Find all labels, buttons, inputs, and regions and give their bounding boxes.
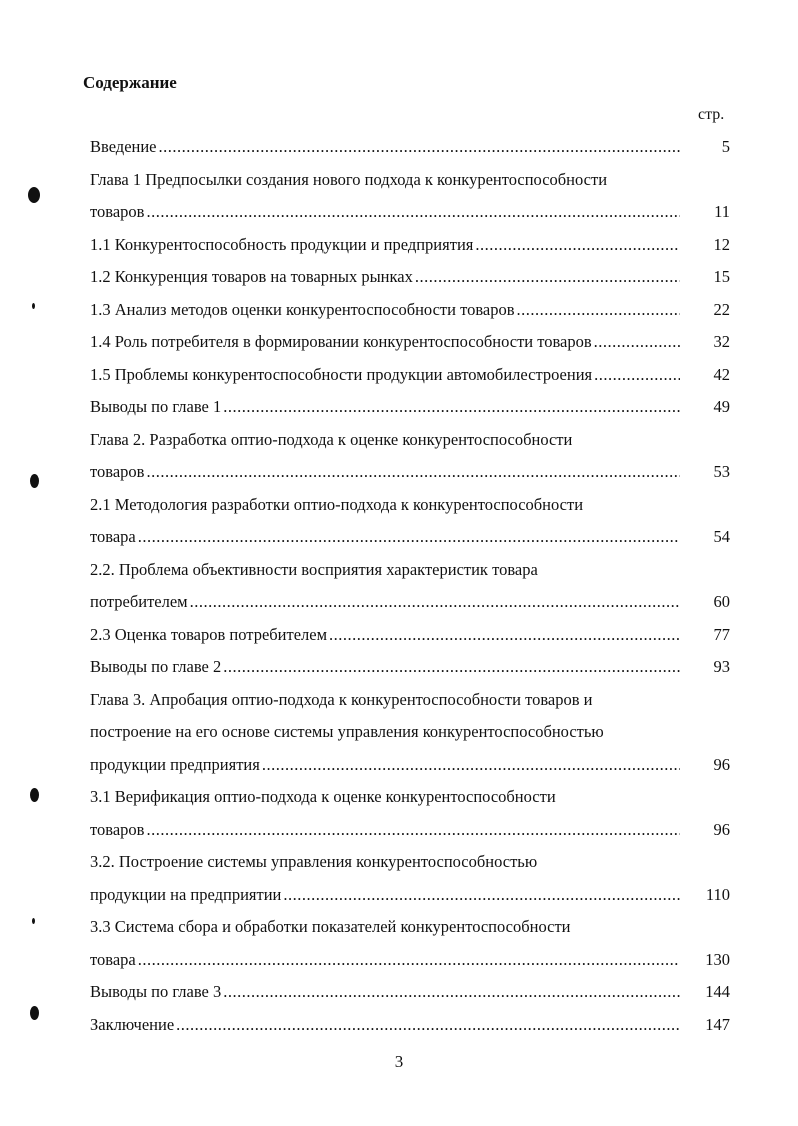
toc-entry-line	[90, 716, 740, 749]
toc-entry-line	[90, 944, 740, 977]
toc-page-number: 147	[705, 1014, 730, 1034]
toc-entry-line	[90, 229, 740, 262]
toc-entry-text: 1.1 Конкурентоспособность продукции и предприятия	[90, 234, 474, 254]
toc-entry-line	[90, 1009, 740, 1042]
toc-entry-text: продукции предприятия	[90, 754, 260, 774]
toc-entry-line	[90, 521, 740, 554]
toc-entry-text: построение на его основе системы управления конкурентоспособностью	[90, 722, 604, 741]
toc-entry-line	[90, 359, 740, 392]
toc-leader-dots	[146, 814, 680, 847]
toc-entry-text: Выводы по главе 2	[90, 657, 222, 676]
toc-leader-dots	[283, 879, 680, 912]
toc-entry-text: 1.5 Проблемы конкурентоспособности продукции автомобилестроения	[90, 364, 593, 384]
toc-entry-line	[90, 749, 740, 782]
toc-entry-text: 3.1 Верификация оптио-подхода к оценке конкурентоспособности	[90, 787, 556, 806]
toc-entry-line	[90, 164, 740, 197]
toc-entry-text: 3.3 Система сбора и обработки показателей конкурентоспособности	[90, 917, 571, 936]
toc-leader-dots	[223, 976, 680, 1009]
toc-page-number: 96	[713, 754, 730, 774]
toc-entry-text: Глава 2. Разработка оптио-подхода к оценке конкурентоспособности	[90, 429, 573, 449]
toc-leader-dots	[329, 619, 680, 652]
punch-hole-mark	[30, 474, 39, 488]
toc-entry-text: товаров	[90, 462, 145, 481]
toc-page-number: 144	[705, 982, 730, 1001]
punch-hole-mark	[30, 788, 39, 802]
toc-leader-dots	[190, 586, 680, 619]
toc-entry-line	[90, 554, 740, 587]
punch-hole-mark	[28, 187, 40, 203]
toc-page-number: 11	[714, 202, 730, 221]
toc-page-number: 53	[713, 462, 730, 481]
toc-leader-dots	[138, 521, 680, 554]
toc-entry-line	[90, 846, 740, 879]
toc-entry-text: Глава 3. Апробация оптио-подхода к конкурентоспособности товаров и	[90, 689, 593, 709]
toc-leader-dots	[223, 391, 680, 424]
toc-heading: Содержание	[83, 73, 177, 92]
toc-page-number: 110	[705, 884, 730, 904]
toc-entry-text: 1.4 Роль потребителя в формировании конкурентоспособности товаров	[90, 332, 592, 351]
toc-page-number: 15	[713, 267, 730, 286]
toc-entry-line	[90, 586, 740, 619]
toc-leader-dots	[475, 229, 680, 262]
toc-entry-line	[90, 294, 740, 327]
toc-entry-text: 3.2. Построение системы управления конкурентоспособностью	[90, 852, 538, 871]
toc-page-number: 32	[713, 332, 730, 351]
toc-entry-text: потребителем	[90, 592, 188, 611]
toc-entry-line	[90, 424, 740, 457]
toc-entry-text: товаров	[90, 202, 145, 221]
toc-entry-line	[90, 131, 740, 164]
toc-entry-line	[90, 391, 740, 424]
toc-leader-dots	[223, 651, 680, 684]
toc-page-number: 5	[721, 137, 730, 156]
toc-entry-line	[90, 261, 740, 294]
toc-entry-text: 2.2. Проблема объективности восприятия характеристик товара	[90, 559, 538, 579]
toc-entry-line	[90, 814, 740, 847]
punch-hole-mark	[30, 1006, 39, 1020]
toc-leader-dots	[176, 1009, 680, 1042]
toc-leader-dots	[594, 359, 680, 392]
toc-page-number: 49	[713, 397, 730, 416]
toc-page-number: 42	[713, 364, 730, 384]
toc-leader-dots	[138, 944, 680, 977]
toc-entry-line	[90, 976, 740, 1009]
toc-leader-dots	[262, 749, 680, 782]
toc-entry-line	[90, 911, 740, 944]
toc-leader-dots	[146, 456, 680, 489]
toc-page-number: 54	[713, 527, 730, 546]
toc-entry-line	[90, 781, 740, 814]
toc-leader-dots	[594, 326, 680, 359]
table-of-contents	[90, 131, 740, 1041]
toc-entry-text: 1.3 Анализ методов оценки конкурентоспособности товаров	[90, 299, 515, 319]
page-column-label: стр.	[698, 106, 725, 123]
toc-entry-text: Выводы по главе 1	[90, 397, 222, 416]
toc-entry-text: товара	[90, 527, 136, 546]
toc-entry-text: Глава 1 Предпосылки создания нового подхода к конкурентоспособности	[90, 169, 608, 189]
toc-leader-dots	[415, 261, 680, 294]
toc-entry-text: 2.1 Методология разработки оптио-подхода к конкурентоспособности	[90, 494, 584, 514]
toc-page-number: 22	[713, 299, 730, 319]
toc-entry-text: товаров	[90, 819, 145, 839]
toc-entry-line	[90, 196, 740, 229]
toc-leader-dots	[517, 294, 680, 327]
toc-entry-line	[90, 879, 740, 912]
toc-entry-text: Введение	[90, 137, 157, 156]
page-number: 3	[394, 1052, 404, 1071]
toc-page-number: 12	[713, 234, 730, 254]
toc-entry-text: продукции на предприятии	[90, 884, 282, 904]
toc-entry-text: 2.3 Оценка товаров потребителем	[90, 624, 328, 644]
toc-page-number: 60	[713, 592, 730, 611]
punch-hole-mark	[32, 303, 35, 309]
punch-hole-mark	[32, 918, 35, 924]
toc-entry-line	[90, 489, 740, 522]
toc-page-number: 96	[713, 819, 730, 839]
toc-leader-dots	[159, 131, 680, 164]
toc-entry-line	[90, 684, 740, 717]
toc-page-number: 77	[713, 624, 730, 644]
toc-entry-line	[90, 619, 740, 652]
toc-leader-dots	[146, 196, 680, 229]
toc-entry-line	[90, 456, 740, 489]
toc-entry-line	[90, 651, 740, 684]
toc-entry-line	[90, 326, 740, 359]
toc-page-number: 93	[713, 657, 730, 676]
toc-page-number: 130	[705, 949, 730, 969]
toc-entry-text: Выводы по главе 3	[90, 982, 222, 1001]
toc-entry-text: товара	[90, 949, 136, 969]
toc-entry-text: Заключение	[90, 1014, 175, 1034]
toc-entry-text: 1.2 Конкуренция товаров на товарных рынках	[90, 267, 413, 286]
